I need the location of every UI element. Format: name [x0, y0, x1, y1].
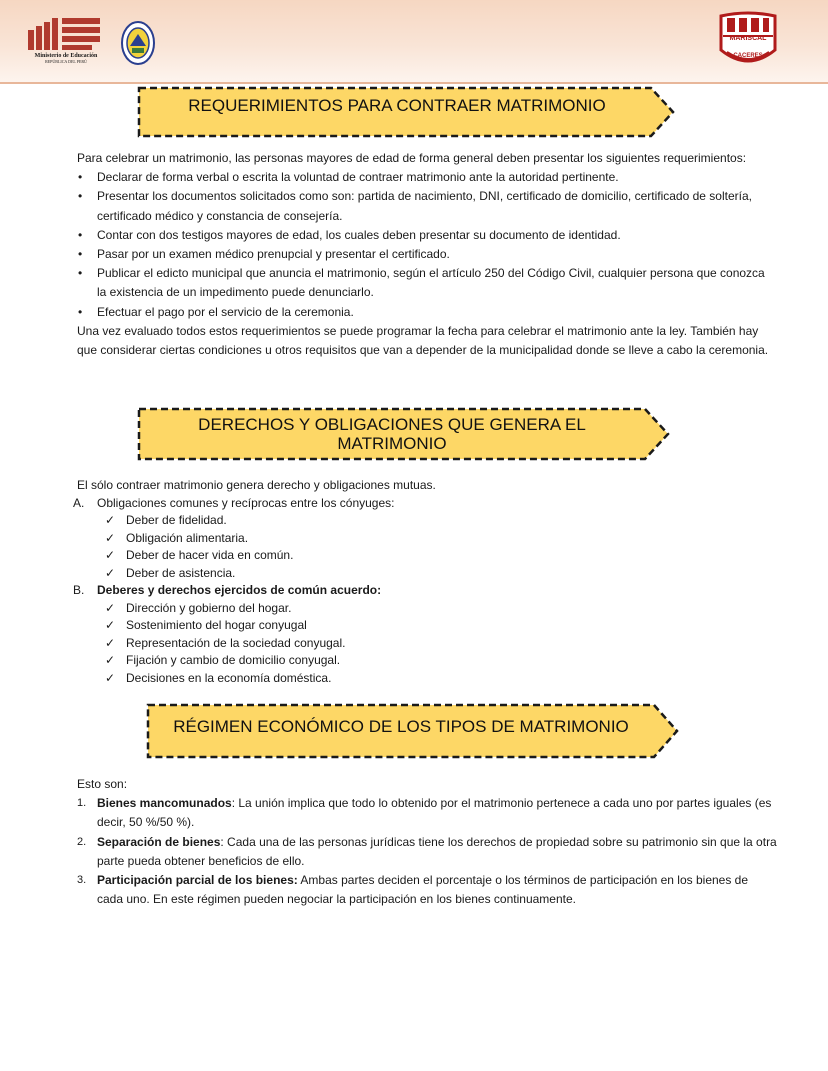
- group-b-list: [105, 600, 777, 688]
- list-item: • Declarar de forma verbal o escrita la voluntad de contraer matrimonio ante la autoridad pertinente.: [78, 170, 619, 185]
- page-header: [0, 0, 828, 84]
- section3-intro: Esto son:: [77, 777, 128, 791]
- group-a-heading: A. Obligaciones comunes y recíprocas entre los cónyuges:: [73, 495, 395, 510]
- list-item: ✓ Sostenimiento del hogar conyugal: [105, 617, 777, 635]
- school-crest-logo: [120, 20, 156, 71]
- section3-title: RÉGIMEN ECONÓMICO DE LOS TIPOS DE MATRIMONIO: [173, 717, 629, 736]
- section1-banner: [137, 86, 677, 138]
- check-icon: ✓: [105, 513, 116, 527]
- section2-title: [137, 415, 647, 453]
- list-item: ✓ Dirección y gobierno del hogar.: [105, 600, 777, 618]
- check-icon: ✓: [105, 635, 116, 650]
- section1-closing: Una vez evaluado todos estos requerimientos se puede programar la fecha para celebrar el matrimonio ante la ley. También hay que considerar ciertas condiciones u otros requisitos que van a depender de la municipalidad donde se lleve a cabo la ceremonia.: [77, 323, 769, 358]
- list-item: • Pasar por un examen médico prenupcial y presentar el certificado.: [78, 247, 450, 262]
- check-icon: ✓: [105, 548, 116, 562]
- list-item: 1. Bienes mancomunados: La unión implica que todo lo obtenido por el matrimonio pertenece a cada uno por partes iguales (es decir, 50 %/50 %).: [77, 796, 772, 830]
- group-a-list: [105, 512, 777, 582]
- list-item: ✓ Fijación y cambio de domicilio conyugal.: [105, 652, 777, 670]
- section1-content: [77, 149, 777, 360]
- section3-content: [77, 775, 777, 909]
- list-item: 3. Participación parcial de los bienes: Ambas partes deciden el porcentaje o los términos de participación en los bienes de cada uno. En este régimen pueden negociar la participación en los bienes continuamente.: [77, 873, 749, 907]
- check-icon: ✓: [105, 530, 116, 545]
- check-icon: ✓: [105, 565, 116, 580]
- section2-intro: El sólo contraer matrimonio genera derecho y obligaciones mutuas.: [77, 478, 436, 492]
- ministerio-educacion-logo: [26, 16, 104, 64]
- section3-banner: [146, 703, 681, 759]
- check-icon: ✓: [105, 600, 116, 615]
- minedu-subtitle: REPÚBLICA DEL PERÚ: [45, 59, 87, 64]
- crest-icon: [120, 20, 156, 66]
- list-item: • Contar con dos testigos mayores de edad, los cuales deben presentar su documento de identidad.: [78, 227, 621, 242]
- minedu-title: Ministerio de Educación: [34, 53, 98, 59]
- section1-title: REQUERIMIENTOS PARA CONTRAER MATRIMONIO: [188, 96, 606, 115]
- check-icon: ✓: [105, 670, 116, 685]
- regimes-list: [77, 794, 777, 909]
- section2-banner: [137, 407, 672, 461]
- list-item: ✓ Decisiones en la economía doméstica.: [105, 670, 777, 688]
- list-item: 2. Separación de bienes: Cada una de las personas jurídicas tiene los derechos de propiedad sobre su patrimonio sin que la otra parte pueda obtener beneficios de ello.: [77, 834, 777, 868]
- section2-title-line2: MATRIMONIO: [337, 434, 447, 453]
- mariscal-caceres-logo: [715, 10, 781, 68]
- group-b-heading: B. Deberes y derechos ejercidos de común acuerdo:: [73, 583, 382, 597]
- list-item: ✓ Representación de la sociedad conyugal.: [105, 635, 777, 653]
- list-item: • Efectuar el pago por el servicio de la ceremonia.: [78, 304, 354, 319]
- list-item: ✓ Obligación alimentaria.: [105, 530, 777, 548]
- check-icon: ✓: [105, 618, 116, 632]
- section2-title-line1: DERECHOS Y OBLIGACIONES QUE GENERA EL: [198, 415, 586, 434]
- logo-word-caceres: CACERES: [733, 53, 763, 59]
- section1-intro: Para celebrar un matrimonio, las personas mayores de edad de forma general deben presentar los siguientes requerimientos:: [77, 151, 747, 165]
- list-item: ✓ Deber de asistencia.: [105, 565, 777, 583]
- check-icon: ✓: [105, 653, 116, 667]
- list-item: • Publicar el edicto municipal que anuncia el matrimonio, según el artículo 250 del Código Civil, cualquier persona que conozca la existencia de un impedimento puede denunciarlo.: [78, 266, 765, 300]
- section2-content: [73, 477, 777, 687]
- requirements-list: [77, 168, 777, 322]
- logo-word-mariscal: MARISCAL: [729, 35, 767, 42]
- minedu-bars-icon: [26, 16, 104, 52]
- list-item: ✓ Deber de hacer vida en común.: [105, 547, 777, 565]
- list-item: • Presentar los documentos solicitados como son: partida de nacimiento, DNI, certificado de domicilio, certificado de soltería, certificado médico y constancia de consejería.: [78, 189, 752, 223]
- list-item: ✓ Deber de fidelidad.: [105, 512, 777, 530]
